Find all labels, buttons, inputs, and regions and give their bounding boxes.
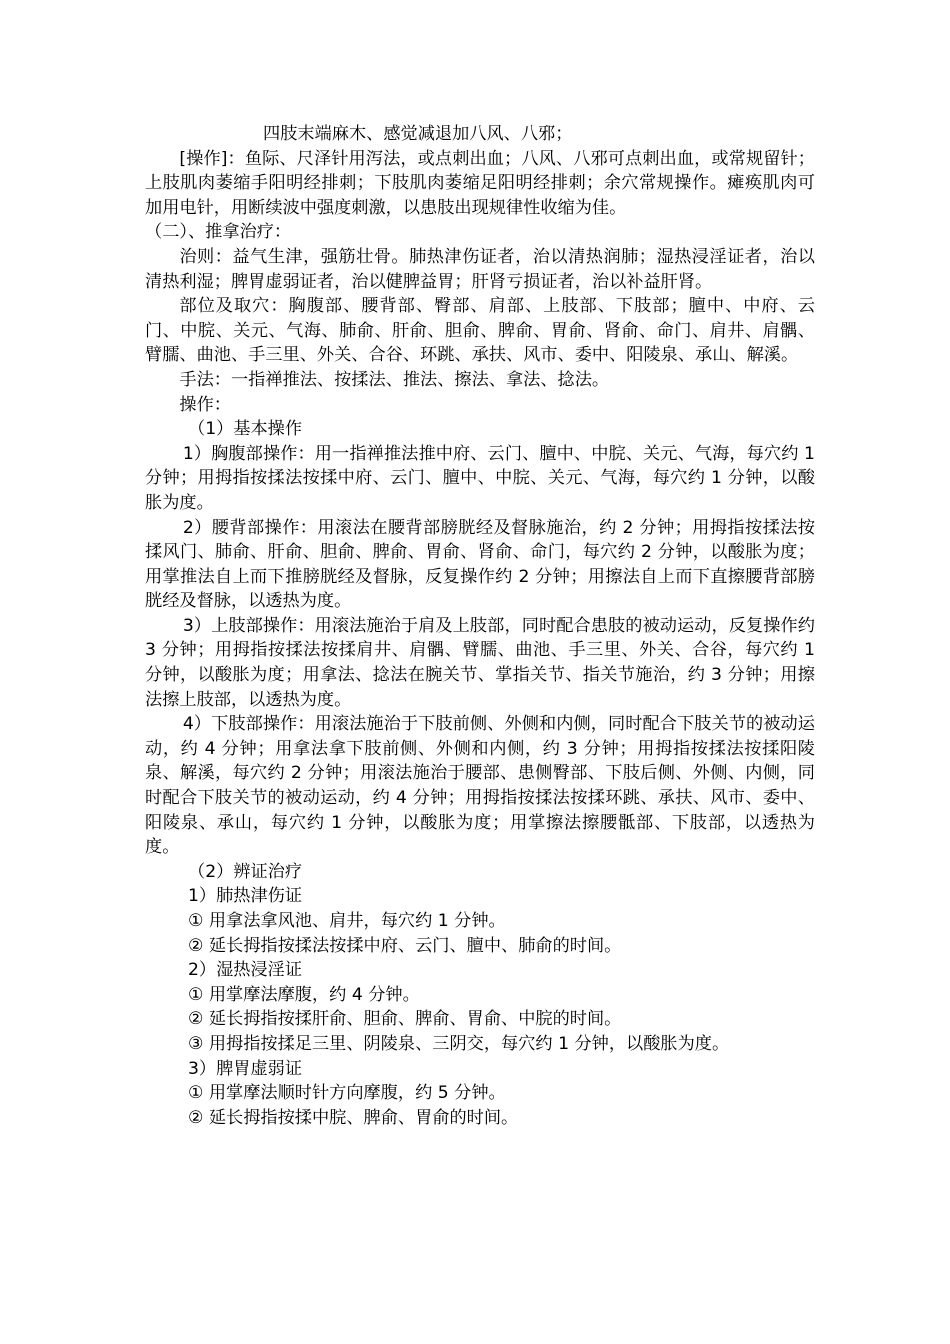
list-item: ① 用掌摩法摩腹，约 4 分钟。 [188,984,420,1005]
paragraph-locations-points: 部位及取穴：胸腹部、腰背部、臀部、肩部、上肢部、下肢部；膻中、中府、云门、中脘、关元、气海、肺俞、肝俞、胆俞、脾俞、胃俞、肾俞、命门、肩井、肩髃、臂臑、曲池、手三里、外关、合谷、环跳、承扶、风市、委中、阳陵泉、承山、解溪。 [145,296,815,366]
paragraph-upper-limb: 3）上肢部操作：用滚法施治于肩及上肢部，同时配合患肢的被动运动，反复操作约 3 分钟；用拇指按揉法按揉肩井、肩髃、臂臑、曲池、手三里、外关、合谷，每穴约 1 分钟，以酸胀为度；用拿法、捻法在腕关节、掌指关节、指关节施治，约 3 分钟；用擦法擦上肢部，以透热为度。 [145,615,815,710]
paragraph-lumbar-back: 2）腰背部操作：用滚法在腰背部膀胱经及督脉施治，约 2 分钟；用拇指按揉法按揉风门、肺俞、肝俞、胆俞、脾俞、胃俞、肾俞、命门，每穴约 2 分钟，以酸胀为度；用掌推法自上而下推膀胱经及督脉，反复操作约 2 分钟；用擦法自上而下直擦腰背部膀胱经及督脉，以透热为度。 [145,517,815,612]
paragraph-treatment-principle: 治则：益气生津，强筋壮骨。肺热津伤证者，治以清热润肺；湿热浸淫证者，治以清热利湿；脾胃虚弱证者，治以健脾益胃；肝肾亏损证者，治以补益肝肾。 [145,246,815,292]
subheading-basic-operation: （1）基本操作 [188,419,303,440]
subheading-syndrome-treatment: （2）辨证治疗 [188,861,303,882]
paragraph-techniques: 手法：一指禅推法、按揉法、推法、擦法、拿法、捻法。 [179,369,610,390]
syndrome-heading-lung-heat: 1）肺热津伤证 [188,886,303,907]
paragraph-acupuncture-operation: [操作]：鱼际、尺泽针用泻法，或点刺出血；八风、八邪可点刺出血，或常规留针；上肢肌肉萎缩手阳明经排刺；下肢肌肉萎缩足阳明经排刺；余穴常规操作。瘫痪肌肉可加用电针，用断续波中强度刺激，以患肢出现规律性收缩为佳。 [145,148,815,218]
list-item: ② 延长拇指按揉中脘、脾俞、胃俞的时间。 [188,1107,519,1128]
paragraph-limb-numbness: 四肢末端麻木、感觉减退加八风、八邪； [263,124,573,144]
list-item: ② 延长拇指按揉肝俞、胆俞、脾俞、胃俞、中脘的时间。 [188,1009,622,1030]
list-item: ① 用掌摩法顺时针方向摩腹，约 5 分钟。 [188,1083,506,1104]
list-item: ② 延长拇指按揉法按揉中府、云门、膻中、肺俞的时间。 [188,935,622,956]
list-item: ③ 用拇指按揉足三里、阴陵泉、三阴交，每穴约 1 分钟，以酸胀为度。 [188,1033,730,1054]
section-heading-tuina: （二）、推拿治疗： [145,222,292,243]
paragraph-operation-label: 操作： [179,394,231,415]
document-body [145,122,815,1130]
paragraph-chest-abdomen: 1）胸腹部操作：用一指禅推法推中府、云门、膻中、中脘、关元、气海，每穴约 1 分钟；用拇指按揉法按揉中府、云门、膻中、中脘、关元、气海，每穴约 1 分钟，以酸胀为度。 [145,443,815,513]
syndrome-heading-spleen-stomach: 3）脾胃虚弱证 [188,1058,303,1079]
list-item: ① 用拿法拿风池、肩井，每穴约 1 分钟。 [188,911,506,931]
syndrome-heading-damp-heat: 2）湿热浸淫证 [188,960,303,981]
paragraph-lower-limb: 4）下肢部操作：用滚法施治于下肢前侧、外侧和内侧，同时配合下肢关节的被动运动，约 4 分钟；用拿法拿下肢前侧、外侧和内侧，约 3 分钟；用拇指按揉法按揉阳陵泉、解溪，每穴约 2 分钟；用滚法施治于腰部、患侧臀部、下肢后侧、外侧、内侧，同时配合下肢关节的被动运动，约 4 分钟；用拇指按揉法按揉环跳、承扶、风市、委中、阳陵泉、承山，每穴约 1 分钟，以酸胀为度；用掌擦法擦腰骶部、下肢部，以透热为度。 [145,714,815,858]
